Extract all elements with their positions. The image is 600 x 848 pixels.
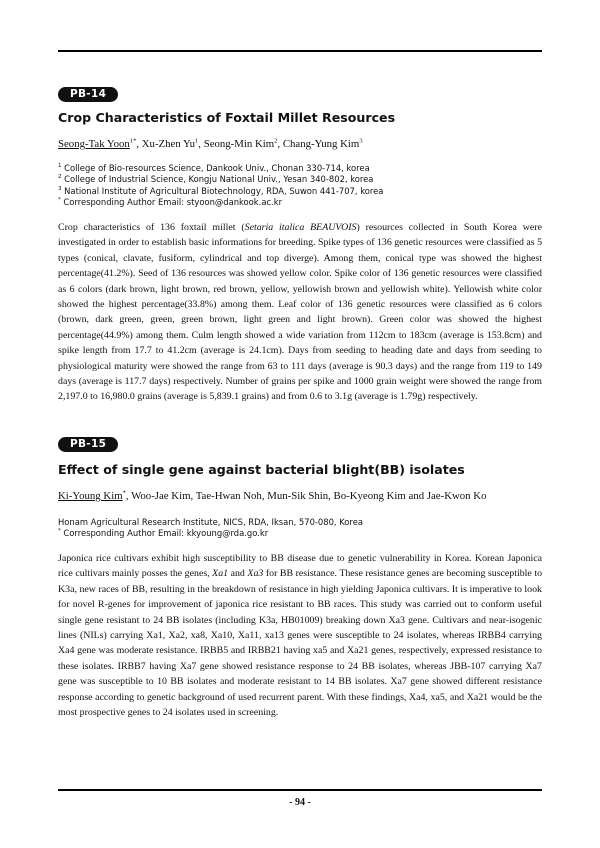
author-name: Tae-Hwan Noh: [195, 490, 262, 502]
affiliation-line: [58, 528, 363, 539]
abstract-text: [58, 220, 542, 405]
section-badge: PB-15: [58, 437, 118, 452]
affiliation-text: College of Bio-resources Science, Dankook Univ., Chonan 330-714, korea: [64, 163, 370, 173]
author-name: Bo-Kyeong Kim: [333, 490, 406, 502]
author-name: Xu-Zhen Yu: [141, 138, 196, 150]
affiliation-list: [58, 163, 383, 208]
section-badge: PB-14: [58, 87, 118, 102]
top-rule: [58, 50, 542, 52]
affiliation-mark: *: [58, 197, 61, 204]
author-separator: and: [408, 490, 425, 502]
article-title: Effect of single gene against bacterial blight(BB) isolates: [58, 462, 465, 477]
affiliation-text: College of Industrial Science, Kongju National Univ., Yesan 340-802, korea: [64, 174, 374, 185]
abstract-part: for BB resistance. These resistance genes are becoming susceptible to K3a, new races of BB, resulting in the breakdown of resistance in high yielding Japonica cultivars. It is imperative to look for novel R-genes for improvement of japonica rice resistant to BB races. This study was carried out to conform useful single gene resistant to 24 BB isolates (including K3a, HB01009) breaking down Xa3 gene. Cultivars and near-isogenic lines (NILs) carrying Xa1, Xa2, xa8, Xa10, Xa11, xa13 genes were susceptible to 24 isolates, whereas IRBB4 carrying Xa4 gene was moderate resistance. IRBB5 and IRBB21 having xa5 and Xa21 genes, respectively, expressed resistance to these isolates. IRBB7 having Xa7 gene showed resistance response to 24 BB isolates, whereas JBB-107 carrying Xa7 gene was susceptible to 10 BB isolates and moderate resistant to 14 BB isolates. Xa7 gene showed different resistance response according to genetic background of used recurrent parent. With these findings, Xa4, xa5, and Xa21 would be the most prospective genes to 24 isolates used in screening.: [58, 568, 543, 719]
bottom-rule: [58, 789, 542, 791]
affiliation-line: [58, 174, 383, 185]
article-title: Crop Characteristics of Foxtail Millet Resources: [58, 110, 396, 125]
abstract-part: Japonica rice cultivars exhibit high susceptibility to BB disease due to genetic vulnerability in Korea. Korean Japonica rice cultivars mainly posses the genes,: [58, 553, 542, 580]
affiliation-text: Honam Agricultural Research Institute, NICS, RDA, Iksan, 570-080, Korea: [58, 517, 363, 527]
author-list: Seong-Tak Yoon$^{1*}$, Xu-Zhen Yu$^1$, Seong-Min Kim$^2$, Chang-Yung Kim$^3$: [58, 137, 363, 150]
author-list: Ki-Young Kim*, Woo-Jae Kim, Tae-Hwan Noh, Mun-Sik Shin, Bo-Kyeong Kim and Jae-Kwon Ko: [58, 489, 487, 502]
author-mark: 2: [274, 137, 278, 145]
author-mark: 1*: [129, 137, 137, 145]
author-mark: 1: [195, 137, 199, 145]
author-name: Woo-Jae Kim: [131, 490, 191, 502]
abstract-part: ) resources collected in South Korea were investigated in order to establish basic informations for breeding. Spike types of 136 genetic resources were classified as 5 types (conical, clavate, fusiform, cylindrical and top diverge). Among them, conical type was showed the highest percentage(41.2%). Seed of 136 resources was showed yellow color. Spike color of 136 genetic resources were classified as 6 colors (dark brown, light brown, red brown, yellow, yellowish brown and yellowish white). Yellowish white color showed the highest percentage(33.8%) among them. Leaf color of 136 genetic resources were classified as 6 colors (brown, dark green, green, green brown, light green and light brown). Green color was showed the highest percentage(44.9%) among them. Culm length showed a wide variation from 112cm to 183cm (average is 153.8cm) and spike length from 17.7 to 41.2cm (average is 24.1cm). Days from seeding to heading date and days from seeding to physiological maturity were showed the range from 63 to 111 days (average is 90.3 days) and the range from 119 to 149 days (average is 117.7 days) respectively. Number of grains per spike and 1000 grain weight were showed the range from 2,197.0 to 16,980.0 grains (average is 5,839.1 grains) and from 0.6 to 3.1g (average is 1.79g) respectively.: [58, 222, 543, 403]
affiliation-line: [58, 517, 363, 528]
page-number: - 94 -: [289, 797, 311, 808]
affiliation-line: [58, 163, 383, 174]
affiliation-mark: 2: [58, 174, 62, 181]
affiliation-text: Corresponding Author Email: kkyoung@rda.go.kr: [63, 528, 269, 539]
affiliation-list: [58, 517, 363, 540]
author-name: Mun-Sik Shin: [267, 490, 329, 502]
abstract-part: and: [228, 568, 248, 580]
affiliation-line: [58, 197, 383, 208]
affiliation-mark: 1: [58, 163, 62, 170]
author-name: Ki-Young Kim: [58, 490, 123, 502]
species-name: Setaria italica BEAUVOIS: [244, 222, 357, 233]
author-name: Seong-Tak Yoon: [58, 138, 130, 150]
gene-name: Xa1: [212, 568, 229, 580]
affiliation-line: [58, 186, 383, 197]
author-name: Seong-Min Kim: [203, 138, 275, 150]
author-name: Jae-Kwon Ko: [426, 490, 487, 502]
author-mark: 3: [359, 137, 363, 145]
affiliation-mark: 3: [58, 185, 62, 192]
author-mark: *: [122, 489, 126, 497]
affiliation-text: Corresponding Author Email: styoon@dankook.ac.kr: [63, 196, 283, 207]
abstract-part: Crop characteristics of 136 foxtail millet (: [58, 222, 245, 233]
abstract-text: [58, 551, 542, 720]
affiliation-mark: *: [58, 528, 61, 535]
affiliation-text: National Institute of Agricultural Biotechnology, RDA, Suwon 441-707, korea: [64, 185, 384, 196]
author-name: Chang-Yung Kim: [282, 138, 360, 150]
gene-name: Xa3: [247, 568, 264, 580]
